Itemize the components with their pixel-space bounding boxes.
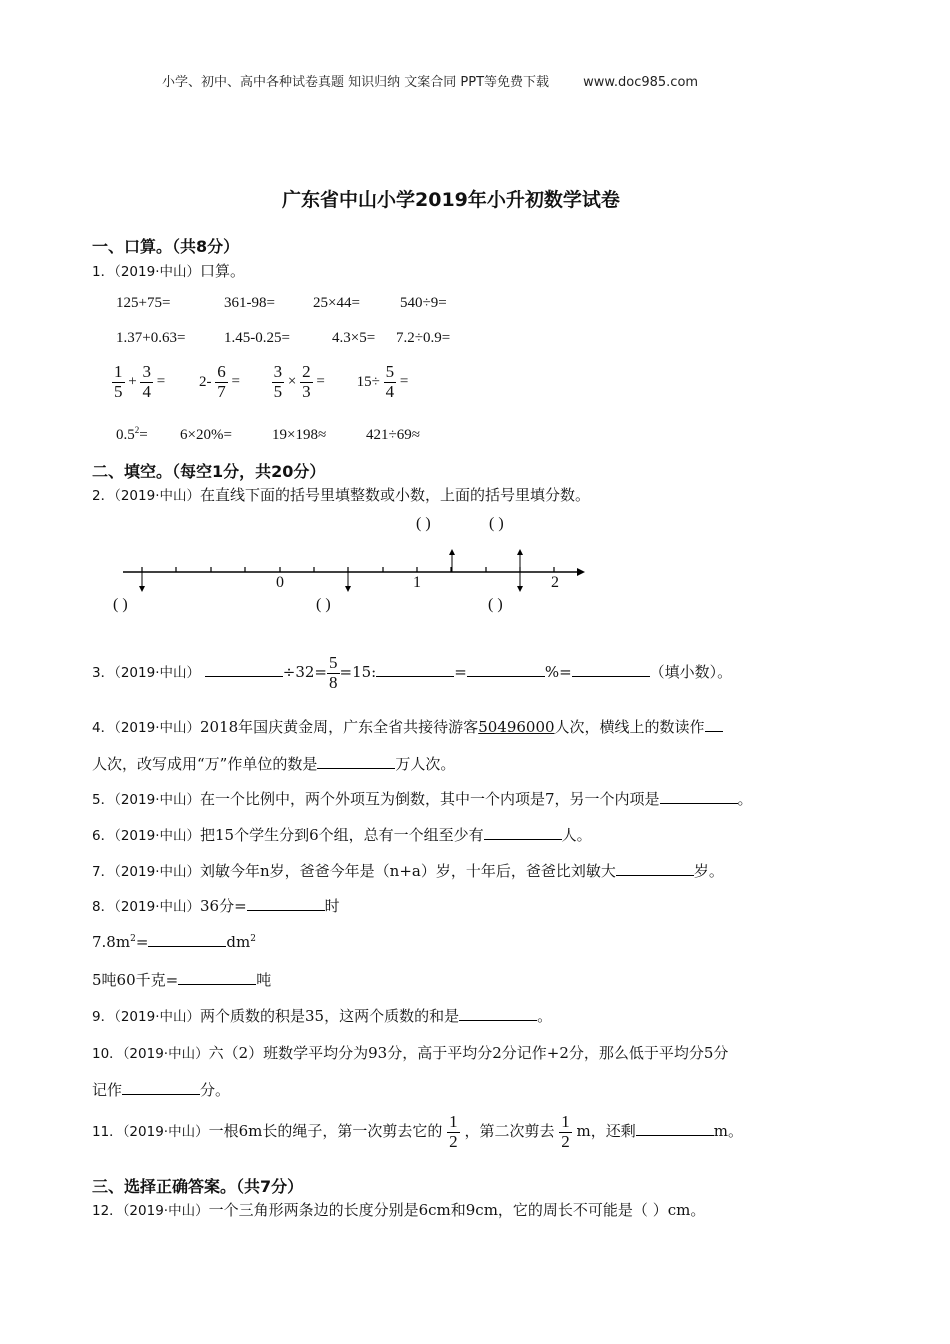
header-text: 小学、初中、高中各种试卷真题 知识归纳 文案合同 PPT等免费下载 bbox=[162, 75, 550, 90]
top-paren-1: ( ) bbox=[416, 515, 431, 532]
section-2-heading: 二、填空。（每空1分，共20分） bbox=[92, 462, 326, 481]
question-12: 12．（2019·中山）一个三角形两条边的长度分别是6cm和9cm，它的周长不可能是（ ）cm。 bbox=[92, 1201, 706, 1219]
answer-blank[interactable] bbox=[636, 1121, 714, 1136]
answer-blank[interactable] bbox=[205, 662, 283, 677]
question-11: 11．（2019·中山）一根6m长的绳子，第一次剪去它的 $\frac{1}{2}$ ，第二次剪去 $\frac{1}{2}$ m，还剩 m。 bbox=[92, 1112, 743, 1151]
calc-row-1: 125+75= 361-98= 25×44= 540÷9= bbox=[116, 295, 447, 311]
question-8-line-3: 5吨60千克= 吨 bbox=[92, 971, 272, 989]
tick-label-0: 0 bbox=[276, 574, 284, 591]
question-4-line-2: 人次，改写成用“万”作单位的数是 万人次。 bbox=[92, 755, 456, 773]
question-7: 7．（2019·中山）刘敏今年n岁，爸爸今年是（n+a）岁，十年后，爸爸比刘敏大 岁。 bbox=[92, 862, 724, 880]
question-5: 5．（2019·中山）在一个比例中，两个外项互为倒数，其中一个内项是7，另一个内项是 。 bbox=[92, 790, 753, 808]
tick-label-2: 2 bbox=[551, 574, 559, 591]
header-banner bbox=[162, 71, 698, 90]
answer-blank[interactable] bbox=[317, 754, 395, 769]
question-3: 3．（2019·中山） ÷32= $\frac{5}{8}$ =15: = %= （填小数）。 bbox=[92, 653, 733, 692]
answer-blank[interactable] bbox=[467, 662, 545, 677]
answer-blank[interactable] bbox=[148, 932, 226, 947]
question-8-line-2: $7.8m^2= dm^2$ bbox=[92, 933, 256, 951]
bottom-paren-3: ( ) bbox=[488, 596, 503, 613]
page-title: 广东省中山小学2019年小升初数学试卷 bbox=[282, 189, 620, 211]
answer-blank[interactable] bbox=[376, 662, 454, 677]
calc-row-3: $\frac{1}{5}$ + $\frac{3}{4}$ = 2- $\frac{6}{7}$ = $\frac{3}{5}$ × $\frac{2}{3}$ = 15÷ $\frac{5}{4}$ = bbox=[114, 362, 409, 401]
question-8: 8．（2019·中山）36分= 时 bbox=[92, 897, 340, 915]
header-site: www.doc985.com bbox=[583, 75, 699, 90]
section-3-heading: 三、选择正确答案。（共7分） bbox=[92, 1177, 304, 1196]
question-6: 6．（2019·中山）把15个学生分到6个组，总有一个组至少有 人。 bbox=[92, 826, 592, 844]
calc-row-4: $0.5^2= 6\times 20\%= 19\times 198\approx 421\div 69\approx$ bbox=[116, 425, 420, 443]
question-4: 4．（2019·中山）2018年国庆黄金周，广东全省共接待游客50496000人次，横线上的数读作 bbox=[92, 716, 723, 737]
section-1-heading: 一、口算。（共8分） bbox=[92, 237, 240, 256]
answer-blank[interactable] bbox=[247, 896, 325, 911]
question-10-line-2: 记作 分。 bbox=[92, 1081, 231, 1099]
question-2: 2．（2019·中山）在直线下面的括号里填整数或小数，上面的括号里填分数。 bbox=[92, 486, 591, 504]
answer-blank[interactable] bbox=[484, 825, 562, 840]
answer-blank[interactable] bbox=[459, 1006, 537, 1021]
answer-blank[interactable] bbox=[705, 717, 723, 732]
answer-blank[interactable] bbox=[122, 1080, 200, 1095]
calc-row-2: 1.37+0.63= 1.45-0.25= 4.3×5= 7.2÷0.9= bbox=[116, 330, 451, 346]
answer-blank[interactable] bbox=[616, 861, 694, 876]
question-9: 9．（2019·中山）两个质数的积是35，这两个质数的和是 。 bbox=[92, 1007, 553, 1025]
answer-blank[interactable] bbox=[178, 970, 256, 985]
number-line bbox=[115, 540, 595, 600]
answer-blank[interactable] bbox=[572, 662, 650, 677]
top-paren-2: ( ) bbox=[489, 515, 504, 532]
bottom-paren-2: ( ) bbox=[316, 596, 331, 613]
answer-blank[interactable] bbox=[660, 789, 738, 804]
question-10: 10．（2019·中山）六（2）班数学平均分为93分，高于平均分2分记作+2分，那么低于平均分5分 bbox=[92, 1044, 729, 1062]
question-1: 1．（2019·中山）口算。 bbox=[92, 262, 246, 280]
bottom-paren-1: ( ) bbox=[113, 596, 128, 613]
tick-label-1: 1 bbox=[413, 574, 421, 591]
